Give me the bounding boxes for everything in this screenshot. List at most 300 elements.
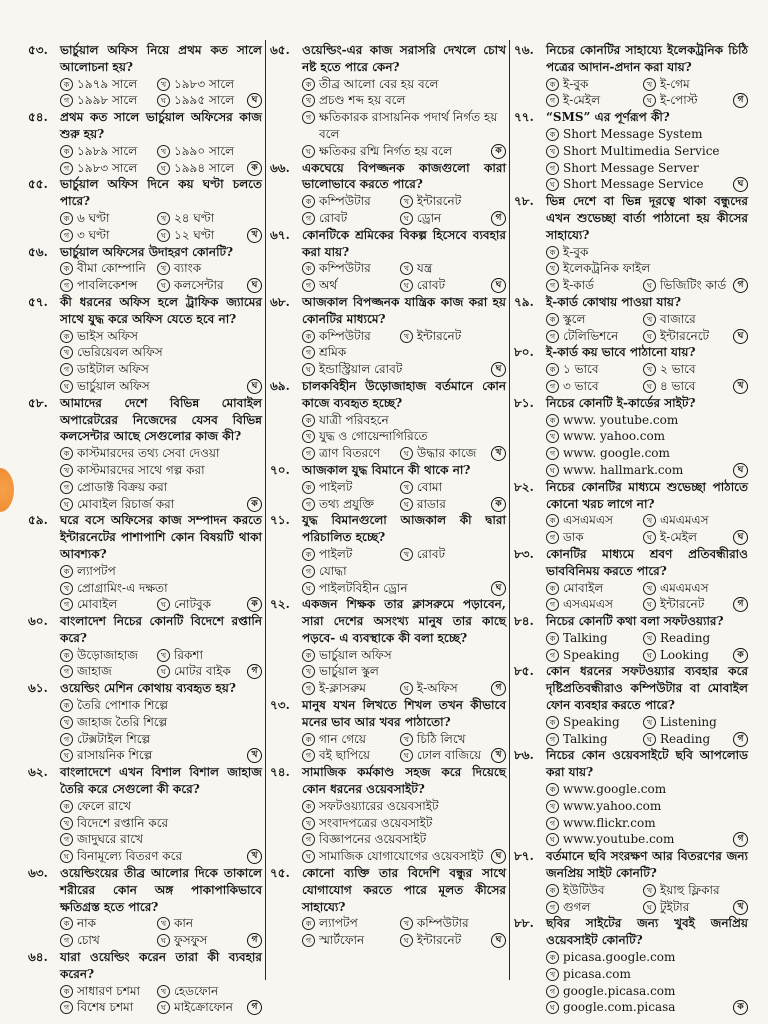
option-label-circle: ঘ	[400, 279, 413, 292]
option-row	[270, 546, 506, 563]
option-label-circle: ক	[546, 313, 559, 326]
question-head	[28, 294, 262, 328]
option-text: ৩ ঘণ্টা	[77, 227, 110, 242]
option-label-circle: গ	[546, 733, 559, 746]
question-item	[270, 42, 506, 160]
option-text: কম্পিউটার	[319, 194, 371, 209]
option-text: মোবাইল রিচার্জ করা	[77, 496, 175, 511]
option-label-circle: ক	[302, 733, 315, 746]
option-label-circle: ঘ	[157, 598, 170, 611]
option-row	[514, 647, 748, 664]
option-row	[514, 731, 748, 748]
question-head	[514, 747, 748, 781]
option-item	[157, 210, 262, 227]
option-text: টেক্সটাইল শিল্পে	[77, 731, 151, 746]
option-label-circle: ঘ	[643, 901, 656, 914]
option-item	[643, 882, 748, 899]
option-label-circle: ঘ	[546, 833, 559, 846]
option-text: কম্পিউটার	[319, 261, 371, 276]
option-text: রোবট	[416, 546, 446, 561]
option-text: অর্থ	[319, 278, 338, 293]
option-row	[28, 580, 262, 597]
option-item	[60, 798, 262, 815]
option-item	[302, 210, 400, 227]
option-text: উদ্ধার কাজে	[416, 446, 477, 461]
option-item	[546, 176, 729, 193]
option-item	[60, 479, 262, 496]
option-text: ই-মেইল	[659, 530, 697, 545]
option-row	[514, 815, 748, 832]
option-item	[643, 529, 729, 546]
option-item	[60, 848, 243, 865]
option-label-circle: গ	[546, 531, 559, 544]
option-item	[546, 882, 643, 899]
question-text: চালকবিহীন উড়োজাহাজ বর্তমানে কোন কাজে ব্যবহৃত হচ্ছে?	[302, 378, 506, 410]
option-text: স্কুলে	[563, 311, 586, 326]
option-item	[60, 496, 243, 513]
option-label-circle: ঘ	[60, 749, 73, 762]
option-label-circle: খ	[60, 582, 73, 595]
option-text: হেডফোন	[173, 983, 219, 998]
option-label-circle: গ	[302, 749, 315, 762]
option-item	[546, 126, 748, 143]
option-row	[514, 512, 748, 529]
option-label-circle: গ	[60, 229, 73, 242]
option-text: ১৯৮৯ সালে	[77, 143, 138, 158]
option-label-circle: খ	[400, 330, 413, 343]
option-item	[302, 445, 400, 462]
question-head	[514, 294, 748, 311]
option-text: উড়োজাহাজ	[77, 647, 138, 662]
option-item	[546, 412, 748, 429]
question-head	[28, 512, 262, 562]
option-label-circle: গ	[60, 598, 73, 611]
option-text: এসএমএস	[563, 597, 613, 612]
option-text: ইন্টারনেট	[416, 933, 462, 948]
option-item	[546, 445, 748, 462]
option-label-circle: গ	[60, 162, 73, 175]
option-label-circle: ঘ	[546, 464, 559, 477]
question-item	[28, 395, 262, 513]
option-row	[270, 260, 506, 277]
option-text: ডাক	[563, 530, 584, 545]
option-text: www. yahoo.com	[563, 429, 666, 444]
option-text: চোখ	[77, 933, 100, 948]
answer-key-circle: ঘ	[247, 278, 262, 293]
option-text: Looking	[659, 647, 709, 662]
option-label-circle: খ	[643, 514, 656, 527]
option-label-circle: ঘ	[302, 850, 315, 863]
option-label-circle: ঘ	[643, 733, 656, 746]
option-item	[302, 546, 400, 563]
option-item	[302, 479, 400, 496]
option-item	[60, 76, 157, 93]
option-text: প্রচণ্ড শব্দ হয় বলে	[319, 93, 406, 108]
option-item	[60, 815, 262, 832]
question-text: প্রথম কত সালে ভার্চুয়াল অফিসের কাজ শুরু হয়?	[60, 110, 262, 141]
orange-edge-mark	[0, 468, 14, 512]
option-item	[400, 680, 487, 697]
option-label-circle: গ	[302, 498, 315, 511]
option-item	[157, 983, 262, 1000]
option-row	[514, 630, 748, 647]
option-label-circle: খ	[643, 78, 656, 91]
option-row	[514, 176, 748, 193]
option-label-circle: খ	[546, 262, 559, 275]
question-text: কোনটির মাধ্যমে শ্রবণ প্রতিবন্ধীরাও ভাববিনিময় করতে পারে?	[546, 546, 748, 578]
option-label-circle: গ	[60, 833, 73, 846]
option-label-circle: ক	[60, 699, 73, 712]
option-row	[270, 798, 506, 815]
option-item	[60, 227, 157, 244]
option-row	[28, 999, 262, 1016]
option-row	[270, 328, 506, 345]
option-label-circle: গ	[302, 111, 315, 124]
question-head	[28, 764, 262, 798]
option-item	[157, 76, 262, 93]
question-text: একজন শিক্ষক তার ক্লাসরুমে পড়াবেন, সারা দেশের অসংখ্য মানুষ তার কাছে পড়বে- এ ব্যবস্থাকে কী বলা হচ্ছে?	[302, 597, 506, 645]
option-label-circle: ঘ	[157, 279, 170, 292]
question-text: কোন ধরনের সফটওয়্যার ব্যবহার করে দৃষ্টিপ্রতিবন্ধীরাও কম্পিউটার বা মোবাইল ফোন ব্যবহার করতে পারে?	[546, 664, 748, 713]
question-item	[270, 596, 506, 697]
option-label-circle: গ	[546, 985, 559, 998]
option-text: ই-বুক	[563, 76, 589, 91]
answer-key-circle: ঘ	[247, 379, 262, 394]
question-item	[270, 160, 506, 227]
answer-key-circle: খ	[247, 748, 262, 763]
option-label-circle: ক	[546, 414, 559, 427]
question-number: ৭২.	[270, 597, 290, 612]
option-text: ইউটিউব	[563, 882, 605, 897]
question-text: সামাজিক কর্মকাণ্ড সহজ করে দিয়েছে কোন ধরনের ওয়েবসাইট?	[302, 765, 506, 797]
question-number: ৭৫.	[270, 866, 290, 881]
option-label-circle: খ	[400, 733, 413, 746]
option-row	[514, 529, 748, 546]
option-row	[28, 731, 262, 748]
question-text: নিচের কোনটি ই-কার্ডের সাইট?	[546, 395, 696, 410]
question-column-right	[514, 42, 748, 1015]
option-text: বই ছাপিয়ে	[319, 748, 370, 763]
answer-key-circle: গ	[733, 278, 748, 293]
option-row	[514, 798, 748, 815]
option-text: Talking	[563, 731, 608, 746]
option-label-circle: খ	[400, 917, 413, 930]
question-text: আমাদের দেশে বিভিন্ন মোবাইল অপারেটরের নিজেদের যেসব বিভিন্ন কলসেন্টার আছে সেগুলোর কাজ কী?	[60, 395, 262, 444]
option-label-circle: খ	[302, 817, 315, 830]
question-text: ওয়েল্ডিং-এর কাজ সরাসরি দেখলে চোখ নষ্ট হতে পারে কেন?	[302, 43, 506, 74]
option-text: প্রোগ্রামিং-এ দক্ষতা	[77, 580, 168, 595]
option-label-circle: ক	[546, 363, 559, 376]
option-row	[514, 596, 748, 613]
option-text: ভার্চুয়াল স্কুল	[319, 664, 379, 679]
option-row	[514, 143, 748, 160]
option-label-circle: ঘ	[643, 94, 656, 107]
question-head	[28, 865, 262, 915]
option-item	[60, 563, 262, 580]
option-label-circle: খ	[60, 346, 73, 359]
option-item	[400, 277, 487, 294]
question-head	[270, 378, 506, 412]
question-text: বাংলাদেশে এখন বিশাল বিশাল জাহাজ তৈরি করে সেগুলো কী করে?	[60, 765, 262, 797]
answer-key-circle: ঘ	[247, 93, 262, 108]
option-row	[28, 479, 262, 496]
answer-key-circle: গ	[733, 93, 748, 108]
option-text: ইলেকট্রনিক ফাইল	[563, 261, 651, 276]
option-item	[60, 647, 157, 664]
answer-key-circle: গ	[733, 597, 748, 612]
option-item	[400, 747, 487, 764]
option-label-circle: খ	[546, 968, 559, 981]
option-item	[643, 328, 729, 345]
option-text: ইন্টারনেট	[659, 597, 705, 612]
question-number: ৮৩.	[514, 546, 534, 561]
option-label-circle: ঘ	[643, 380, 656, 393]
question-text: কোনো ব্যক্তি তার বিদেশি বন্ধুর সাথে যোগাযোগ করতে পারে মূলত কীসের সাহায্যে?	[302, 866, 506, 914]
option-item	[400, 479, 506, 496]
option-label-circle: গ	[60, 279, 73, 292]
option-label-circle: ঘ	[302, 145, 315, 158]
option-row	[28, 328, 262, 345]
option-label-circle: গ	[546, 817, 559, 830]
option-label-circle: খ	[60, 817, 73, 830]
option-row	[28, 496, 262, 513]
option-item	[400, 546, 506, 563]
question-text: নিচের কোনটির সাহায্যে ইলেকট্রনিক চিঠি পত্রের আদান-প্রদান করা যায়?	[546, 43, 748, 74]
option-text: কাস্টমারদের সাথে গল্প করা	[77, 462, 205, 477]
option-item	[60, 999, 157, 1016]
option-label-circle: গ	[546, 598, 559, 611]
option-text: ক্ষতিকর রশ্মি নির্গত হয় বলে	[319, 143, 453, 158]
option-row	[514, 428, 748, 445]
question-text: “SMS” এর পূর্ণরূপ কী?	[546, 110, 670, 125]
option-text: ৬ ঘণ্টা	[77, 210, 110, 225]
option-row	[514, 378, 748, 395]
option-row	[28, 663, 262, 680]
option-label-circle: ক	[302, 78, 315, 91]
option-row	[270, 647, 506, 664]
option-row	[270, 580, 506, 597]
question-head	[270, 764, 506, 798]
option-label-circle: খ	[546, 145, 559, 158]
option-row	[514, 966, 748, 983]
option-label-circle: খ	[643, 582, 656, 595]
question-number: ৮১.	[514, 395, 534, 410]
option-text: google.com.picasa	[563, 1000, 676, 1015]
answer-key-circle: গ	[247, 664, 262, 679]
option-label-circle: ঘ	[157, 94, 170, 107]
option-row	[514, 244, 748, 261]
question-head	[270, 512, 506, 546]
option-row	[514, 899, 748, 916]
option-item	[60, 915, 157, 932]
option-text: যুদ্ধ ও গোয়েন্দাগিরিতে	[319, 429, 428, 444]
option-row	[28, 344, 262, 361]
question-head	[514, 344, 748, 361]
option-text: রাডার	[416, 496, 446, 511]
question-text: ভিন্ন দেশে বা ভিন্ন দূরত্বে থাকা বন্ধুদের এখন শুভেচ্ছা বার্তা পাঠানো হয় কীসের সাহায্যে?	[546, 194, 748, 242]
option-row	[270, 496, 506, 513]
option-row	[28, 563, 262, 580]
option-item	[546, 76, 643, 93]
question-head	[514, 479, 748, 513]
option-item	[302, 412, 506, 429]
option-row	[28, 647, 262, 664]
question-number: ৫৩.	[28, 43, 48, 57]
option-label-circle: ক	[546, 783, 559, 796]
option-item	[157, 160, 243, 177]
option-text: বাজারে	[659, 311, 696, 326]
answer-key-circle: ঘ	[491, 849, 506, 864]
option-label-circle: ক	[546, 951, 559, 964]
option-row	[28, 210, 262, 227]
question-item	[28, 512, 262, 613]
option-label-circle: ক	[546, 78, 559, 91]
question-head	[28, 949, 262, 983]
answer-key-circle: ঘ	[491, 581, 506, 596]
option-item	[157, 92, 243, 109]
option-text: www.google.com	[563, 782, 667, 797]
option-text: মোবাইল	[77, 597, 118, 612]
option-item	[60, 328, 262, 345]
answer-key-circle: গ	[247, 933, 262, 948]
option-label-circle: ক	[546, 716, 559, 729]
option-row	[514, 92, 748, 109]
question-item	[270, 378, 506, 462]
question-number: ৬২.	[28, 765, 48, 780]
option-label-circle: ক	[302, 917, 315, 930]
answer-key-circle: ঘ	[491, 362, 506, 377]
option-text: ই-পোস্ট	[659, 93, 698, 108]
option-label-circle: ঘ	[157, 665, 170, 678]
question-text: ছবির সাইটের জন্য খুবই জনপ্রিয় ওয়েবসাইট কোনটি?	[546, 916, 748, 948]
option-text: গান গেয়ে	[319, 731, 366, 746]
option-item	[60, 160, 157, 177]
option-label-circle: খ	[643, 313, 656, 326]
option-item	[302, 496, 400, 513]
question-text: ওয়েল্ডিং মেশিন কোথায় ব্যবহৃত হয়?	[60, 681, 236, 696]
option-label-circle: খ	[157, 985, 170, 998]
option-row	[28, 227, 262, 244]
question-number: ৮৪.	[514, 614, 534, 629]
option-row	[28, 831, 262, 848]
answer-key-circle: ক	[247, 497, 262, 512]
option-item	[302, 328, 400, 345]
question-item	[514, 344, 748, 394]
question-head	[514, 915, 748, 949]
option-item	[546, 630, 643, 647]
question-head	[514, 663, 748, 713]
option-item	[60, 143, 157, 160]
option-label-circle: গ	[546, 380, 559, 393]
option-row	[514, 882, 748, 899]
option-item	[643, 596, 729, 613]
option-label-circle: ঘ	[302, 582, 315, 595]
option-label-circle: ঘ	[643, 279, 656, 292]
option-text: ব্যাংক	[173, 261, 202, 276]
option-text: Talking	[563, 630, 608, 645]
question-item	[514, 747, 748, 848]
option-text: তথ্য প্রযুক্তি	[319, 496, 375, 511]
option-text: ই-গেম	[659, 76, 690, 91]
option-label-circle: ক	[302, 548, 315, 561]
option-label-circle: খ	[157, 649, 170, 662]
option-label-circle: ক	[546, 582, 559, 595]
option-text: টেলিভিশনে	[563, 328, 619, 343]
answer-key-circle: খ	[491, 748, 506, 763]
option-item	[400, 915, 506, 932]
option-item	[60, 462, 262, 479]
question-text: নিচের কোনটির মাধ্যমে শুভেচ্ছা পাঠাতে কোনো খরচ লাগে না?	[546, 479, 748, 511]
answer-key-circle: খ	[491, 446, 506, 461]
option-label-circle: খ	[643, 884, 656, 897]
question-head	[28, 395, 262, 445]
option-label-circle: ক	[60, 145, 73, 158]
option-text: ল্যাপটপ	[77, 563, 116, 578]
option-label-circle: গ	[546, 279, 559, 292]
option-text: ই-ক্লাসরুম	[319, 681, 366, 696]
option-row	[28, 815, 262, 832]
question-text: ই-কার্ড কোথায় পাওয়া যায়?	[546, 294, 682, 309]
option-text: ই-মেইল	[563, 93, 601, 108]
option-item	[643, 361, 748, 378]
option-text: কান	[173, 916, 193, 931]
option-text: বিশেষ চশমা	[77, 1000, 134, 1015]
option-item	[302, 747, 400, 764]
option-text: Speaking	[563, 714, 620, 729]
option-item	[302, 277, 400, 294]
option-item	[302, 663, 506, 680]
option-label-circle: খ	[157, 78, 170, 91]
option-item	[546, 899, 643, 916]
option-item	[400, 932, 487, 949]
option-text: ইন্টারনেট	[416, 194, 462, 209]
option-text: ভাইস অফিস	[77, 328, 138, 343]
option-item	[546, 966, 748, 983]
option-text: স্মার্টফোন	[319, 933, 365, 948]
option-text: বিনামূল্যে বিতরণ করে	[77, 849, 183, 864]
question-item	[514, 479, 748, 546]
question-head	[270, 227, 506, 261]
option-label-circle: গ	[60, 665, 73, 678]
option-label-circle: খ	[157, 145, 170, 158]
option-row	[270, 563, 506, 580]
option-label-circle: ঘ	[157, 229, 170, 242]
question-item	[270, 512, 506, 596]
option-item	[302, 798, 506, 815]
option-item	[302, 563, 506, 580]
option-text: বোমা	[416, 479, 443, 494]
option-label-circle: ক	[546, 128, 559, 141]
option-item	[546, 462, 729, 479]
question-head	[514, 193, 748, 243]
option-label-circle: খ	[60, 716, 73, 729]
option-text: Short Message Service	[563, 177, 704, 192]
option-label-circle: ক	[302, 800, 315, 813]
option-row	[514, 445, 748, 462]
option-label-circle: ক	[60, 917, 73, 930]
answer-key-circle: ঘ	[733, 329, 748, 344]
option-row	[514, 260, 748, 277]
option-item	[60, 344, 262, 361]
question-head	[270, 865, 506, 915]
option-item	[302, 143, 487, 160]
option-text: সাধারণ চশমা	[77, 983, 141, 998]
option-item	[546, 596, 643, 613]
option-label-circle: ক	[302, 481, 315, 494]
option-label-circle: খ	[60, 464, 73, 477]
option-row	[270, 848, 506, 865]
answer-key-circle: খ	[733, 379, 748, 394]
